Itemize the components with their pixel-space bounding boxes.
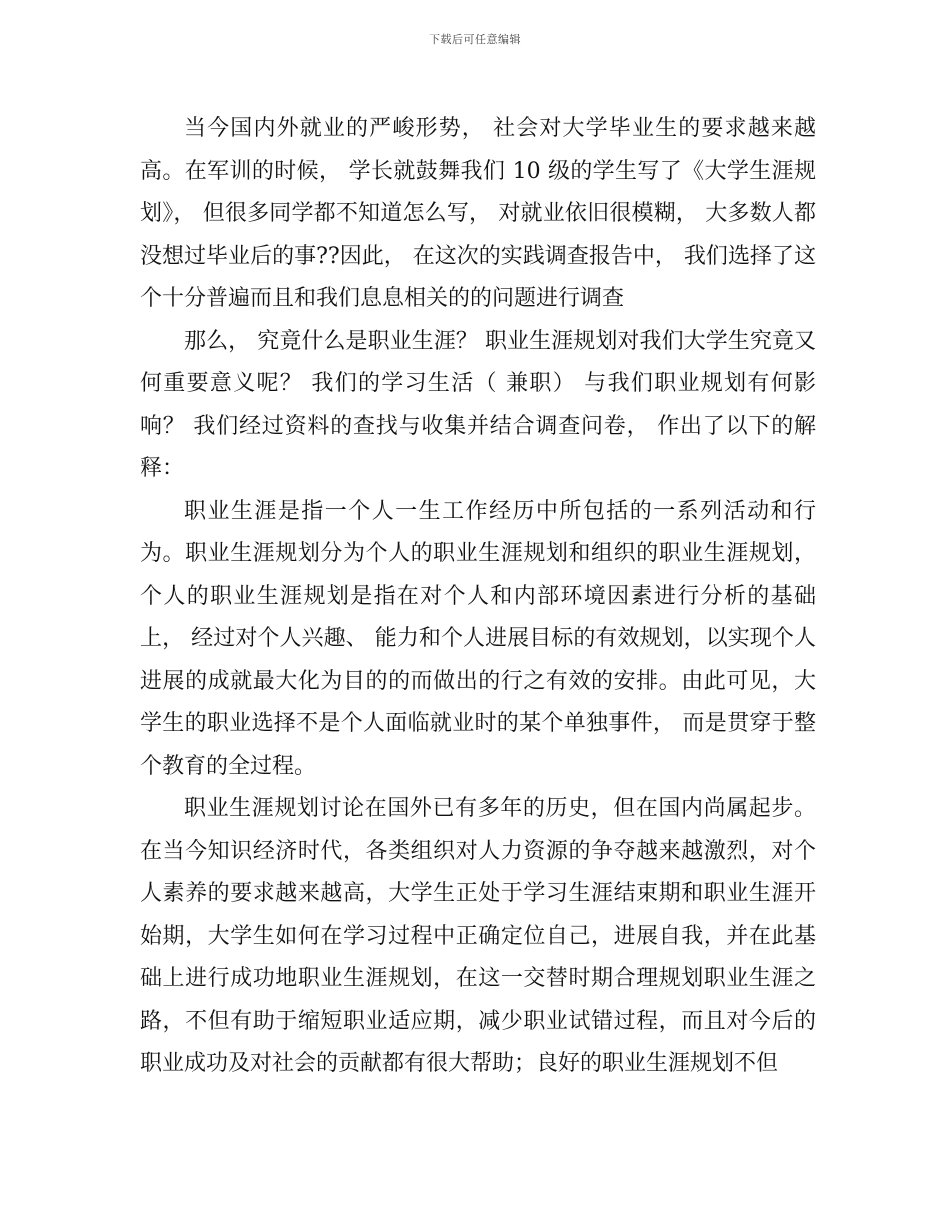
paragraph-2: 那么， 究竟什么是职业生涯？ 职业生涯规划对我们大学生究竟又何重要意义呢？ 我们的学习生活（ 兼职） 与我们职业规划有何影响？ 我们经过资料的查找与收集并结合调查问卷， 作出了以下的解释： xyxy=(140,328,816,481)
paragraph-4: 职业生涯规划讨论在国外已有多年的历史，但在国内尚属起步。在当今知识经济时代，各类组织对人力资源的争夺越来越激烈，对个人素养的要求越来越高，大学生正处于学习生涯结束期和职业生涯开始期，大学生如何在学习过程中正确定位自己，进展自我，并在此基础上进行成功地职业生涯规划，在这一交替时期合理规划职业生涯之路，不但有助于缩短职业适应期，减少职业试错过程，而且对今后的职业成功及对社会的贡献都有很大帮助；良好的职业生涯规划不但 xyxy=(140,796,816,1076)
page-header: 下载后可任意编辑 xyxy=(429,33,521,46)
document-body xyxy=(140,108,816,1086)
paragraph-1: 当今国内外就业的严峻形势， 社会对大学毕业生的要求越来越高。在军训的时候， 学长就鼓舞我们 10 级的学生写了《大学生涯规划》， 但很多同学都不知道怎么写， 对就业依旧很模糊， 大多数人都没想过毕业后的事??因此， 在这次的实践调查报告中， 我们选择了这个十分普遍而且和我们息息相关的的问题进行调查 xyxy=(140,116,816,311)
paragraph-3: 职业生涯是指一个人一生工作经历中所包括的一系列活动和行为。职业生涯规划分为个人的职业生涯规划和组织的职业生涯规划，个人的职业生涯规划是指在对个人和内部环境因素进行分析的基础上， 经过对个人兴趣、 能力和个人进展目标的有效规划，以实现个人进展的成就最大化为目的的而做出的行之有效的安排。由此可见，大学生的职业选择不是个人面临就业时的某个单独事件， 而是贯穿于整个教育的全过程。 xyxy=(140,498,816,779)
